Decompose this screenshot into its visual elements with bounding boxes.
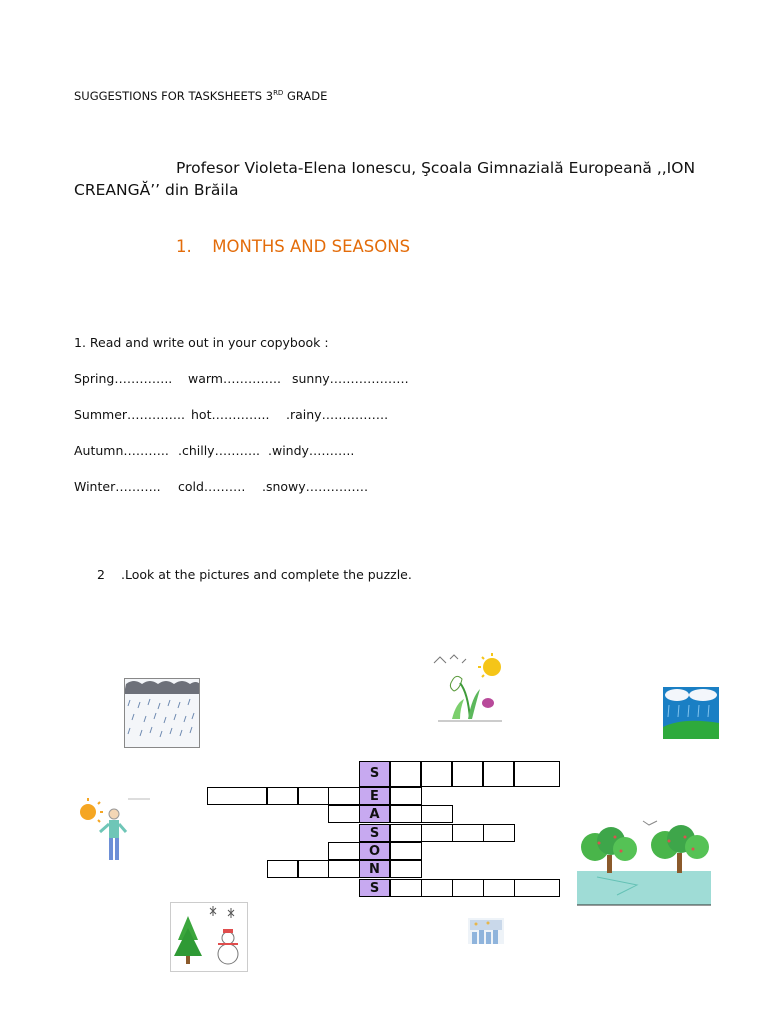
- answer-cell[interactable]: [452, 879, 484, 897]
- answer-cell[interactable]: [483, 824, 515, 842]
- word-blank: .rainy…………….: [286, 407, 389, 422]
- answer-cell[interactable]: [328, 842, 360, 860]
- answer-cell[interactable]: [328, 860, 360, 878]
- answer-cell[interactable]: [452, 824, 484, 842]
- key-letter-cell[interactable]: O: [359, 842, 390, 860]
- word-blank: .windy………..: [268, 443, 355, 458]
- key-letter-cell[interactable]: S: [359, 824, 390, 842]
- word-blank: sunny……………….: [292, 371, 409, 386]
- author-line-1: Profesor Violeta-Elena Ionescu, Şcoala Gimnazială Europeană ,,ION: [176, 159, 696, 177]
- header-superscript: RD: [273, 89, 284, 98]
- answer-cell[interactable]: [328, 787, 360, 805]
- exercise2-instruction: .Look at the pictures and complete the puzzle.: [121, 567, 412, 582]
- answer-cell[interactable]: [483, 761, 514, 787]
- answer-cell[interactable]: [390, 879, 422, 897]
- exercise1-instruction: 1. Read and write out in your copybook :: [74, 335, 329, 350]
- word-blank: hot…………..: [191, 407, 270, 422]
- word-blank: Winter………..: [74, 479, 161, 494]
- answer-cell[interactable]: [298, 787, 329, 805]
- answer-cell[interactable]: [514, 879, 560, 897]
- answer-cell[interactable]: [390, 824, 422, 842]
- answer-cell[interactable]: [390, 805, 422, 823]
- answer-cell[interactable]: [390, 860, 422, 878]
- section-title: MONTHS AND SEASONS: [212, 237, 411, 256]
- answer-cell[interactable]: [390, 787, 422, 805]
- answer-cell[interactable]: [421, 805, 453, 823]
- word-blank: warm…………..: [188, 371, 281, 386]
- exercise2-number: 2: [97, 567, 105, 582]
- answer-cell[interactable]: [421, 879, 453, 897]
- key-letter-cell[interactable]: N: [359, 860, 390, 878]
- answer-cell[interactable]: [514, 761, 560, 787]
- section-number: 1.: [176, 237, 192, 256]
- word-blank: .snowy……………: [262, 479, 369, 494]
- key-letter-cell[interactable]: S: [359, 761, 390, 787]
- author-line-2: CREANGĂ’’ din Brăila: [74, 181, 239, 199]
- answer-cell[interactable]: [390, 842, 422, 860]
- answer-cell[interactable]: [483, 879, 515, 897]
- word-blank: cold……….: [178, 479, 246, 494]
- key-letter-cell[interactable]: E: [359, 787, 390, 805]
- header-text: SUGGESTIONS FOR TASKSHEETS 3: [74, 89, 274, 103]
- answer-cell[interactable]: [390, 761, 421, 787]
- answer-cell[interactable]: [452, 761, 483, 787]
- answer-cell[interactable]: [267, 860, 298, 878]
- word-blank: Spring…………..: [74, 371, 173, 386]
- answer-cell[interactable]: [421, 761, 452, 787]
- key-letter-cell[interactable]: S: [359, 879, 390, 897]
- word-blank: Autumn………..: [74, 443, 169, 458]
- word-blank: Summer…………..: [74, 407, 185, 422]
- key-letter-cell[interactable]: A: [359, 805, 390, 823]
- answer-cell[interactable]: [328, 805, 360, 823]
- word-blank: .chilly………..: [178, 443, 261, 458]
- header-tail: GRADE: [283, 89, 328, 103]
- answer-cell[interactable]: [298, 860, 329, 878]
- answer-cell[interactable]: [421, 824, 453, 842]
- answer-cell[interactable]: [207, 787, 267, 805]
- answer-cell[interactable]: [267, 787, 298, 805]
